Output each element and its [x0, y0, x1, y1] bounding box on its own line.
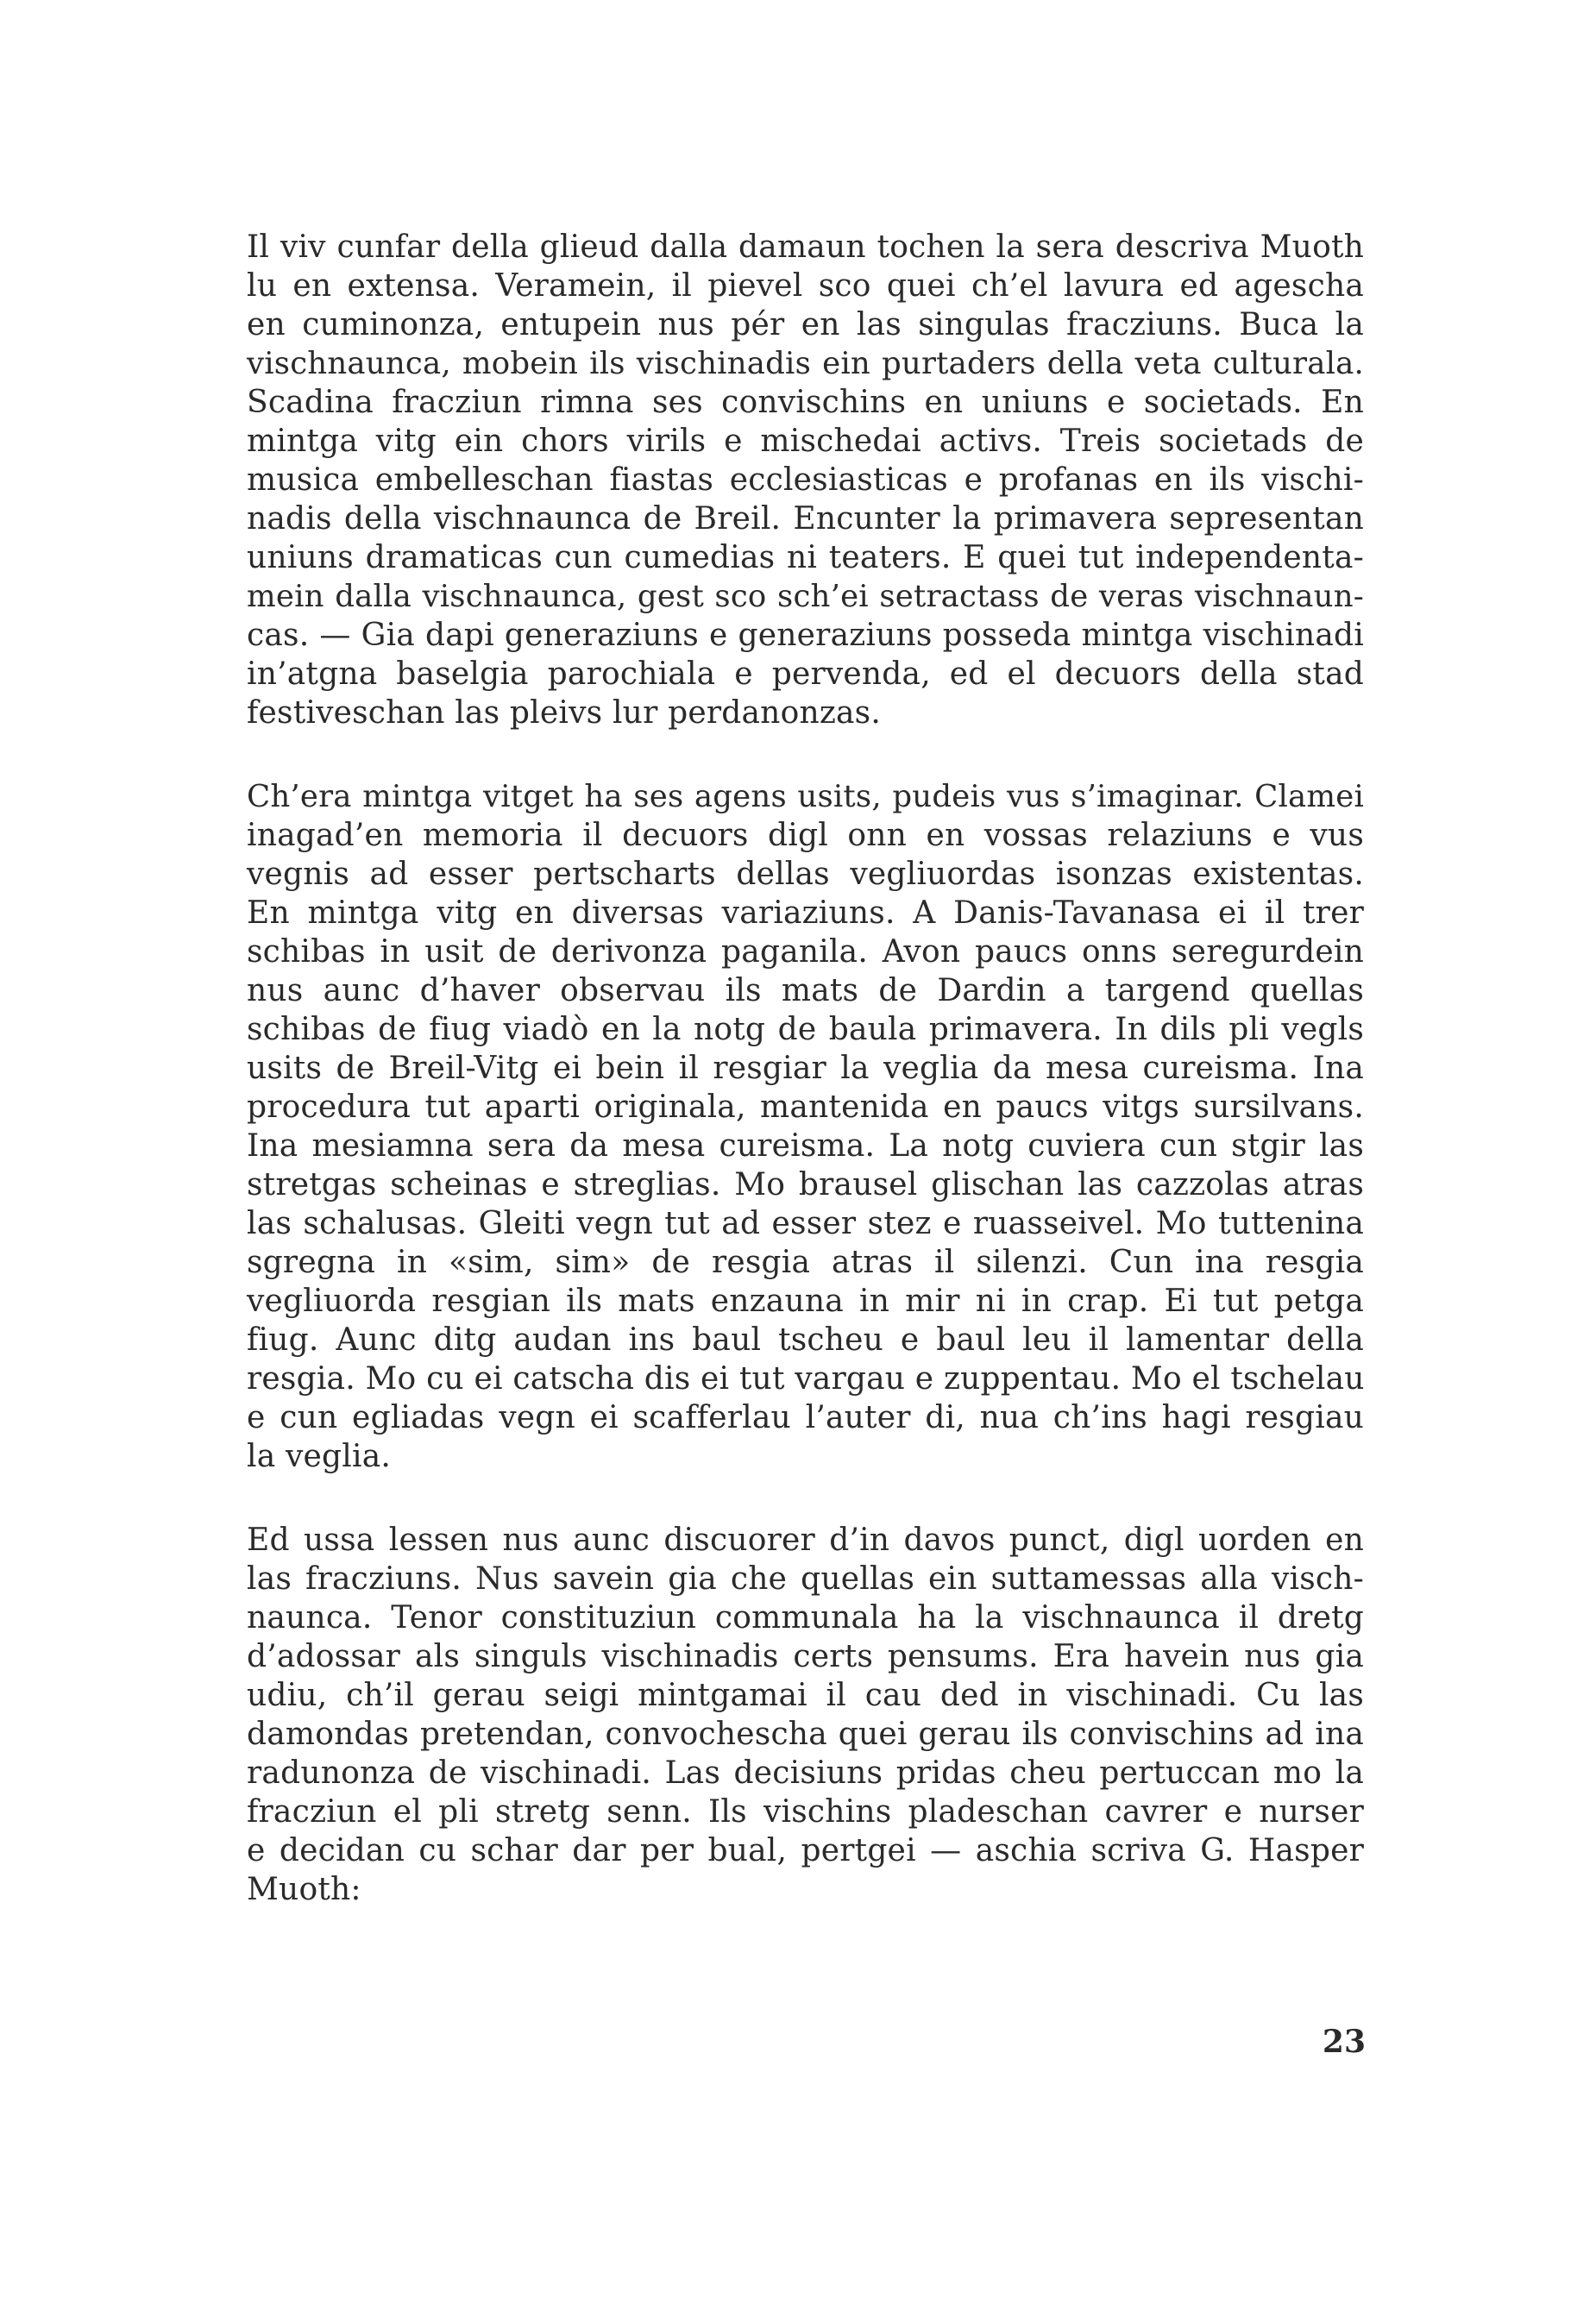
text-line: nus aunc d’haver observau ils mats de Dardin a targend quellas	[247, 973, 1364, 1008]
text-line: Muoth:	[247, 1872, 361, 1907]
text-line: musica embelleschan fiastas ecclesiasticas e profanas en ils vischi-	[247, 462, 1364, 498]
text-line: en cuminonza, entupein nus pér en las singulas fracziuns. Buca la	[247, 307, 1364, 342]
text-line: inagad’en memoria il decuors digl onn en vossas relaziuns e vus	[247, 818, 1364, 853]
text-line: la veglia.	[247, 1439, 392, 1474]
text-line: cas. — Gia dapi generaziuns e generaziuns posseda mintga vischinadi	[247, 618, 1364, 653]
text-line: sgregna in «sim, sim» de resgia atras il silenzi. Cun ina resgia	[247, 1245, 1364, 1280]
text-line: festiveschan las pleivs lur perdanonzas.	[247, 695, 881, 731]
text-line: lu en extensa. Veramein, il pievel sco quei ch’el lavura ed agescha	[247, 268, 1364, 304]
text-line: vegnis ad esser pertscharts dellas vegliuordas isonzas existentas.	[247, 857, 1364, 892]
text-line: procedura tut aparti originala, mantenida en paucs vitgs sursilvans.	[247, 1089, 1364, 1125]
text-line: Ed ussa lessen nus aunc discuorer d’in davos punct, digl uorden en	[247, 1523, 1364, 1558]
text-line: nadis della vischnaunca de Breil. Encunter la primavera sepresentan	[247, 501, 1364, 537]
text-line: stretgas scheinas e streglias. Mo brausel glischan las cazzolas atras	[247, 1167, 1364, 1202]
text-line: uniuns dramaticas cun cumedias ni teaters. E quei tut independenta-	[247, 540, 1364, 575]
text-line: fracziun el pli stretg senn. Ils vischins pladeschan cavrer e nurser	[247, 1794, 1364, 1830]
text-line: Ch’era mintga vitget ha ses agens usits, pudeis vus s’imaginar. Clamei	[247, 779, 1364, 814]
text-line: mintga vitg ein chors virils e mischedai activs. Treis societads de	[247, 424, 1364, 459]
text-line: Ina mesiamna sera da mesa cureisma. La notg cuviera cun stgir las	[247, 1128, 1364, 1164]
text-line: Scadina fracziun rimna ses convischins en uniuns e societads. En	[247, 385, 1364, 420]
text-line: e cun egliadas vegn ei scafferlau l’auter di, nua ch’ins hagi resgiau	[247, 1400, 1364, 1435]
text-line: in’atgna baselgia parochiala e pervenda, ed el decuors della stad	[247, 656, 1364, 692]
text-line: Il viv cunfar della glieud dalla damaun tochen la sera descriva Muoth	[247, 229, 1364, 265]
text-line: radunonza de vischinadi. Las decisiuns pridas cheu pertuccan mo la	[247, 1755, 1364, 1791]
text-line: usits de Breil-Vitg ei bein il resgiar la veglia da mesa cureisma. Ina	[247, 1051, 1364, 1086]
text-line: damondas pretendan, convochescha quei gerau ils convischins ad ina	[247, 1717, 1364, 1752]
text-line: mein dalla vischnaunca, gest sco sch’ei setractass de veras vischnaun-	[247, 579, 1364, 614]
page-number: 23	[1322, 2024, 1366, 2060]
text-line: En mintga vitg en diversas variaziuns. A Danis-Tavanasa ei il trer	[247, 895, 1364, 931]
text-line: udiu, ch’il gerau seigi mintgamai il cau ded in vischinadi. Cu las	[247, 1678, 1364, 1713]
text-line: schibas de fiug viadò en la notg de baula primavera. In dils pli vegls	[247, 1012, 1364, 1047]
text-line: naunca. Tenor constituziun communala ha la vischnaunca il dretg	[247, 1600, 1364, 1636]
text-line: fiug. Aunc ditg audan ins baul tscheu e baul leu il lamentar della	[247, 1322, 1364, 1358]
text-line: d’adossar als singuls vischinadis certs pensums. Era havein nus gia	[247, 1639, 1364, 1674]
text-line: e decidan cu schar dar per bual, pertgei — aschia scriva G. Hasper	[247, 1833, 1364, 1868]
text-line: vegliuorda resgian ils mats enzauna in mir ni in crap. Ei tut petga	[247, 1284, 1364, 1319]
text-line: las schalusas. Gleiti vegn tut ad esser stez e ruasseivel. Mo tuttenina	[247, 1206, 1364, 1241]
text-line: las fracziuns. Nus savein gia che quellas ein suttamessas alla visch-	[247, 1561, 1364, 1597]
text-line: resgia. Mo cu ei catscha dis ei tut vargau e zuppentau. Mo el tschelau	[247, 1361, 1365, 1397]
text-line: schibas in usit de derivonza paganila. Avon paucs onns seregurdein	[247, 934, 1364, 970]
text-line: vischnaunca, mobein ils vischinadis ein purtaders della veta culturala.	[247, 346, 1364, 381]
